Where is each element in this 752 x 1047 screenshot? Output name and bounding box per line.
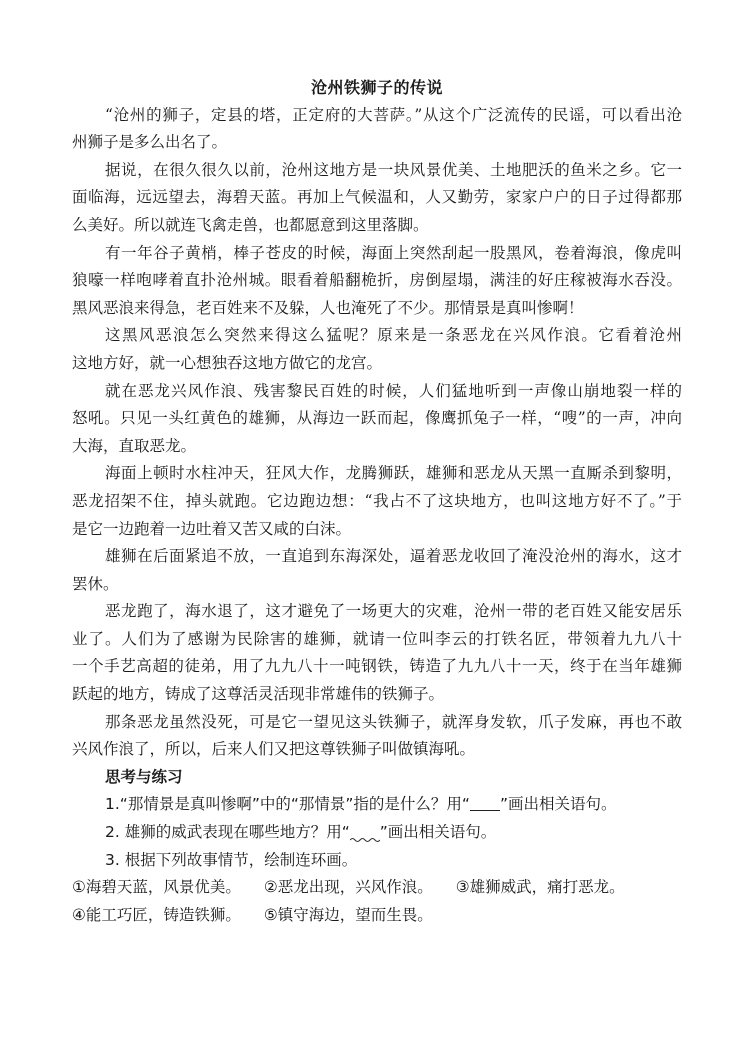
question-1-text-before: 1.“那情景是真叫惨啊”中的“那情景”指的是什么？用“ <box>105 795 470 814</box>
plot-item: ⑤镇守海边，望而生畏。 <box>263 905 433 924</box>
paragraph-line: 怒吼。只见一头红黄色的雄狮，从海边一跃而起，像鹰抓兔子一样，“嗖”的一声，冲向 <box>72 409 682 428</box>
paragraph-line: 这黑风恶浪怎么突然来得这么猛呢？原来是一条恶龙在兴风作浪。它看着沧州 <box>105 326 682 345</box>
paragraph-line: 恶龙跑了，海水退了，这才避免了一场更大的灾难，沧州一带的老百姓又能安居乐 <box>105 602 682 621</box>
paragraph-line: 那条恶龙虽然没死，可是它一望见这头铁狮子，就浑身发软，爪子发麻，再也不敢 <box>105 712 682 731</box>
plot-item: ④能工巧匠，铸造铁狮。 <box>72 905 241 924</box>
paragraph-line: 州狮子是多么出名了。 <box>72 133 228 152</box>
paragraph-line: 么美好。所以就连飞禽走兽，也都愿意到这里落脚。 <box>72 215 429 234</box>
document-title: 沧州铁狮子的传说 <box>310 78 443 97</box>
paragraph-line: 兴风作浪了，所以，后来人们又把这尊铁狮子叫做镇海吼。 <box>72 740 476 759</box>
plot-items-row-2 <box>72 902 682 930</box>
paragraph-line: 是它一边跑着一边吐着又苦又咸的白沫。 <box>72 519 352 538</box>
question-2-text-after: ”画出相关语句。 <box>379 823 497 842</box>
paragraph-line: 黑风恶浪来得急，老百姓来不及躲，人也淹死了不少。那情景是真叫惨啊！ <box>72 298 584 317</box>
paragraph-line: 业了。人们为了感谢为民除害的雄狮，就请一位叫李云的打铁名匠，带领着九九八十 <box>72 629 682 648</box>
exercise-question-3: 3. 根据下列故事情节，绘制连环画。 <box>105 850 358 869</box>
story-body <box>72 102 682 764</box>
paragraph-line: “沧州的狮子，定县的塔，正定府的大菩萨。”从这个广泛流传的民谣，可以看出沧 <box>105 105 682 124</box>
question-2-text-before: 2. 雄狮的威武表现在哪些地方？用“ <box>105 823 350 842</box>
wavy-underline-mark <box>350 827 380 843</box>
plot-item: ②恶龙出现，兴风作浪。 <box>263 878 433 897</box>
plot-item: ①海碧天蓝，风景优美。 <box>72 878 241 897</box>
paragraph-line: 就在恶龙兴风作浪、残害黎民百姓的时候，人们猛地听到一声像山崩地裂一样的 <box>105 381 682 400</box>
plot-items-row-1 <box>72 874 682 902</box>
paragraph-line: 跃起的地方，铸成了这尊活灵活现非常雄伟的铁狮子。 <box>72 685 445 704</box>
exercises-heading: 思考与练习 <box>105 767 183 786</box>
paragraph-line: 有一年谷子黄梢，棒子苍皮的时候，海面上突然刮起一股黑风，卷着海浪，像虎叫 <box>105 243 682 262</box>
paragraph-line: 狼嚎一样咆哮着直扑沧州城。眼看着船翻桅折，房倒屋塌，满洼的好庄稼被海水吞没。 <box>72 271 682 290</box>
paragraph-line: 这地方好，就一心想独吞这地方做它的龙宫。 <box>72 353 383 372</box>
paragraph-line: 大海，直取恶龙。 <box>72 436 197 455</box>
plot-item: ③雄狮威武，痛打恶龙。 <box>455 878 625 897</box>
document-page <box>72 74 682 929</box>
paragraph-line: 罢休。 <box>72 574 119 593</box>
straight-underline-mark <box>470 796 500 811</box>
paragraph-line: 雄狮在后面紧追不放，一直追到东海深处，逼着恶龙收回了淹没沧州的海水，这才 <box>105 547 682 566</box>
exercise-question-1 <box>72 791 682 819</box>
paragraph-line: 面临海，远远望去，海碧天蓝。再加上气候温和，人又勤劳，家家户户的日子过得都那 <box>72 188 682 207</box>
exercise-question-2 <box>72 819 682 847</box>
paragraph-line: 一个手艺高超的徒弟，用了九九八十一吨钢铁，铸造了九九八十一天，终于在当年雄狮 <box>72 657 682 676</box>
paragraph-line: 据说，在很久很久以前，沧州这地方是一块风景优美、土地肥沃的鱼米之乡。它一 <box>105 160 682 179</box>
paragraph-line: 海面上顿时水柱冲天，狂风大作，龙腾狮跃，雄狮和恶龙从天黑一直厮杀到黎明， <box>105 464 682 483</box>
question-1-text-after: ”画出相关语句。 <box>499 795 617 814</box>
paragraph-line: 恶龙招架不住，掉头就跑。它边跑边想：“我占不了这块地方，也叫这地方好不了。”于 <box>72 491 682 510</box>
